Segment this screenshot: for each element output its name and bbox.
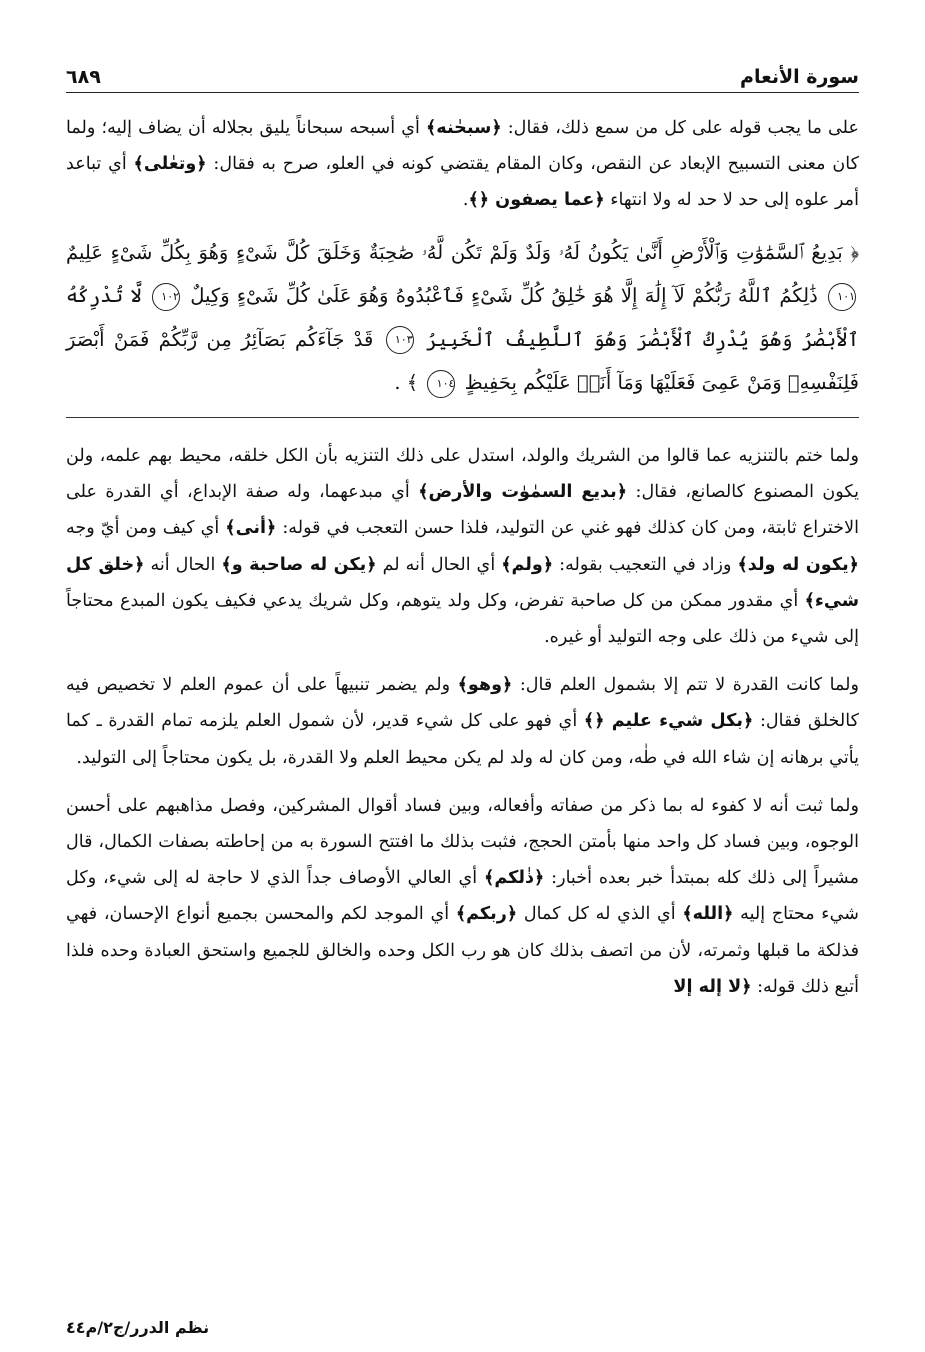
quoted-word: ﴿عما يصفون ﴿﴾ bbox=[468, 190, 605, 211]
text-run: الحال أنه bbox=[144, 554, 222, 575]
ayah-number-marker: ١٠٤ bbox=[427, 370, 455, 398]
commentary-paragraph bbox=[66, 788, 859, 1005]
commentary-paragraph bbox=[66, 667, 859, 776]
quoted-word: ﴿يكن له صاحبة و﴾ bbox=[221, 554, 377, 575]
page-header bbox=[66, 58, 859, 93]
quoted-word: ﴿وهو﴾ bbox=[457, 675, 513, 696]
verse-103: لَّا تُدْرِكُهُ ٱلْأَبْصَٰرُ وَهُوَ يُدْرِكُ ٱلْأَبْصَٰرَ وَهُوَ ٱللَّطِيفُ ٱلْخَبِيرُ bbox=[66, 284, 860, 351]
verse-101: ﴿ بَدِيعُ ٱلسَّمَٰوَٰتِ وَٱلْأَرْضِ أَنَّىٰ يَكُونُ لَهُۥ وَلَدٌ وَلَمْ تَكُن لَّهُۥ صَٰحِبَةٌ وَخَلَقَ كُلَّ شَىْءٍ وَهُوَ بِكُلِّ شَىْءٍ عَلِيمٌ bbox=[66, 240, 859, 264]
text-run: ولما ثبت أنه لا كفوء له بما ذكر من صفاته وأفعاله، وبين فساد أقوال المشركين، وفصل مذاهبهم على أحسن الوجوه، وبين فساد كل واحد منها بأمتن الحجج، فثبت بذلك ما افتتح السورة به من إحاطته بصفات الكمال، قال مشيراً إلى ذلك كله بمبتدأ خبر بعده أخبار: bbox=[66, 795, 859, 889]
text-run: أي أسبحه سبحاناً يليق بجلاله أن يضاف إليه؛ ولما كان معنى التسبيح الإبعاد عن النقص، وكان المقام يقتضي كونه في العلو، صرح به فقال: bbox=[66, 118, 859, 175]
intro-paragraph bbox=[66, 110, 859, 219]
verse-102: ذَٰلِكُمُ ٱللَّهُ رَبُّكُمْ لَآ إِلَٰهَ إِلَّا هُوَ خَٰلِقُ كُلِّ شَىْءٍ فَٱعْبُدُوهُ وَهُوَ عَلَىٰ كُلِّ شَىْءٍ وَكِيلٌ bbox=[190, 284, 818, 308]
commentary-paragraph bbox=[66, 438, 859, 655]
printer-signature: نظم الدرر/ج٢/م٤٤ bbox=[66, 1318, 210, 1337]
quoted-word: ﴿بديع السمٰوٰت والأرض﴾ bbox=[418, 482, 628, 503]
page-number: ٦٨٩ bbox=[66, 66, 101, 88]
text-run: أي الموجد لكم والمحسن بجميع أنواع الإحسان، فهي فذلكة ما قبلها وثمرته، لأن من اتصف بذلك كان هو رب الكل وحده والخالق للجميع واستحق العبادة وحده فلذا أتبع ذلك قوله: bbox=[66, 904, 859, 997]
quran-verses bbox=[66, 231, 859, 418]
text-run: . bbox=[462, 190, 469, 211]
quoted-word: ﴿سبحٰنه﴾ bbox=[426, 118, 502, 138]
quoted-word: ﴿بكل شيء عليم ﴿﴾ bbox=[583, 711, 754, 732]
quoted-word: ﴿أنى﴾ bbox=[225, 518, 277, 539]
text-run: أي فهو على كل شيء قدير، لأن شمول العلم يلزمه تمام القدرة ـ كما يأتي برهانه إن شاء الله في طٰه، ومن كان له ولد لم يكن محيط العلم ولا القدرة، بل يكون محتاجاً إلى التوليد. bbox=[66, 711, 859, 768]
quoted-word: ﴿خلق كل شيء﴾ bbox=[66, 554, 859, 611]
ayah-number-marker: ١٠٢ bbox=[152, 283, 180, 311]
quoted-word: ﴿ربكم﴾ bbox=[455, 904, 518, 925]
text-run: على ما يجب قوله على كل من سمع ذلك، فقال: bbox=[501, 118, 859, 138]
quoted-word: ﴿يكون له ولد﴾ bbox=[737, 554, 859, 575]
quoted-word: ﴿ولم﴾ bbox=[501, 554, 554, 575]
page-content bbox=[66, 110, 859, 1017]
text-run: أي كيف ومن أيّ وجه bbox=[66, 518, 226, 539]
surah-title: سورة الأنعام bbox=[740, 66, 859, 88]
text-run: أي مبدعهما، وله صفة الإبداع، أي القدرة على الاختراع ثابتة، ومن كان كذلك فهو غني عن التوليد، فلذا حسن التعجب في قوله: bbox=[66, 482, 859, 539]
text-run: أي مقدور ممكن من كل صاحبة تفرض، وكل ولد يتوهم، وكل شريك يدعي فكيف يكون المبدع محتاجاً إلى شيء من ذلك على وجه التوليد أو غيره. bbox=[66, 590, 859, 647]
text-run: ولما ختم بالتنزيه عما قالوا من الشريك والولد، استدل على ذلك التنزيه بأن الكل خلقه، محيط بهم علمه، ولن يكون المصنوع كالصانع، فقال: bbox=[66, 445, 860, 503]
verse-end: ﴾ . bbox=[394, 371, 419, 395]
quoted-word: ﴿وتعٰلى﴾ bbox=[133, 154, 207, 175]
text-run: أي الذي له كل كمال bbox=[517, 904, 683, 925]
text-run: وزاد في التعجيب بقوله: bbox=[553, 554, 738, 575]
text-run: ولما كانت القدرة لا تتم إلا بشمول العلم قال: bbox=[512, 675, 859, 696]
text-run: أي العالي الأوصاف جداً الذي لا حاجة له إلى شيء، وكل شيء محتاج إليه bbox=[66, 868, 859, 925]
verse-104: قَدْ جَآءَكُم بَصَآئِرُ مِن رَّبِّكُمْ فَمَنْ أَبْصَرَ فَلِنَفْسِهِۦ وَمَنْ عَمِىَ فَعَلَيْهَا وَمَآ أَنَا۠ عَلَيْكُم بِحَفِيظٍ bbox=[66, 327, 859, 395]
text-run: أي تباعد أمر علوه إلى حد لا حد له ولا انتهاء bbox=[66, 154, 859, 211]
quoted-word: ﴿الله﴾ bbox=[682, 904, 734, 925]
text-run: أي الحال أنه لم bbox=[376, 554, 502, 575]
quoted-word: ﴿لا إله إلا bbox=[673, 976, 752, 997]
text-run: ولم يضمر تنبيهاً على أن عموم العلم لا تخصيص فيه كالخلق فقال: bbox=[66, 675, 859, 732]
quoted-word: ﴿ذٰلكم﴾ bbox=[484, 868, 545, 889]
ayah-number-marker: ١٠٣ bbox=[386, 326, 414, 354]
ayah-number-marker: ١٠١ bbox=[828, 283, 856, 311]
